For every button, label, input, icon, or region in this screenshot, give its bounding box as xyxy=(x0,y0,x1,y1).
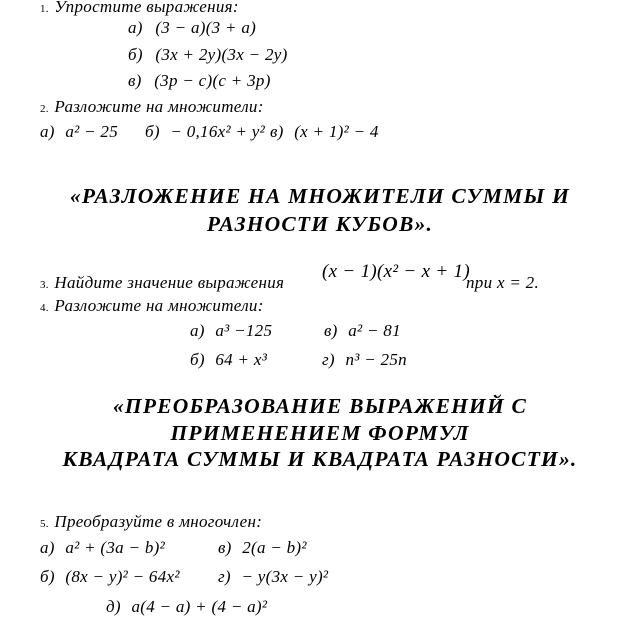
item-label: а) xyxy=(190,321,205,340)
task-number: 3. xyxy=(40,279,49,291)
task-3-expression: (x − 1)(x² − x + 1) xyxy=(322,261,470,282)
item-label: в) xyxy=(128,71,142,90)
section-heading-line-1: «РАЗЛОЖЕНИЕ НА МНОЖИТЕЛИ СУММЫ И xyxy=(69,184,571,208)
task-2-item-b xyxy=(145,122,265,142)
item-label: г) xyxy=(218,567,231,586)
item-label: в) xyxy=(270,122,284,141)
item-label: б) xyxy=(145,122,160,141)
expression: (3x + 2y)(3x − 2y) xyxy=(155,45,288,64)
task-3-condition: при x = 2. xyxy=(466,273,540,292)
task-title: Преобразуйте в многочлен: xyxy=(54,512,263,531)
task-number: 1. xyxy=(40,3,49,15)
expression: (3p − c)(c + 3p) xyxy=(154,71,271,90)
expression: 64 + x³ xyxy=(215,350,268,369)
expression: (3 − a)(3 + a) xyxy=(155,18,257,37)
task-title: Упростите выражения: xyxy=(54,0,239,16)
expression: − 0,16x² + y² xyxy=(170,122,266,141)
expression: a² − 81 xyxy=(348,321,401,340)
section-heading-line-2: ПРИМЕНЕНИЕМ ФОРМУЛ xyxy=(170,421,470,445)
task-number: 5. xyxy=(40,518,49,530)
task-4-item-a xyxy=(190,321,272,341)
expression: a² + (3a − b)² xyxy=(65,538,165,557)
expression: a² − 25 xyxy=(65,122,118,141)
task-4-title xyxy=(40,296,264,316)
expression: a³ −125 xyxy=(215,321,273,340)
item-label: в) xyxy=(324,321,338,340)
task-text: Найдите значение выражения xyxy=(54,273,285,292)
task-5-item-a xyxy=(40,538,165,558)
expression: (8x − y)² − 64x² xyxy=(65,567,180,586)
item-label: г) xyxy=(322,350,335,369)
task-1-item-c xyxy=(128,71,271,91)
section-heading-line-1: «ПРЕОБРАЗОВАНИЕ ВЫРАЖЕНИЙ С xyxy=(112,394,528,418)
task-4-item-d xyxy=(322,350,407,370)
task-5-item-c xyxy=(218,538,307,558)
task-2-item-a xyxy=(40,122,118,142)
expression: − y(3x − y)² xyxy=(241,567,329,586)
item-label: а) xyxy=(40,538,55,557)
task-1-title xyxy=(40,0,239,17)
item-label: б) xyxy=(128,45,143,64)
task-number: 2. xyxy=(40,103,49,115)
task-1-item-b xyxy=(128,45,288,65)
task-4-item-b xyxy=(190,350,267,370)
task-1-item-a xyxy=(128,18,256,38)
task-4-item-c xyxy=(324,321,401,341)
task-3 xyxy=(40,273,284,293)
expression: a(4 − a) + (4 − a)² xyxy=(131,597,268,616)
item-label: б) xyxy=(190,350,205,369)
task-5-item-b xyxy=(40,567,180,587)
item-label: б) xyxy=(40,567,55,586)
item-label: д) xyxy=(106,597,121,616)
task-title: Разложите на множители: xyxy=(54,97,264,116)
task-2-item-c xyxy=(270,122,379,142)
expression: 2(a − b)² xyxy=(242,538,307,557)
expression: (x + 1)² − 4 xyxy=(294,122,379,141)
task-5-item-d xyxy=(218,567,328,587)
task-5-title xyxy=(40,512,262,532)
item-label: а) xyxy=(40,122,55,141)
task-title: Разложите на множители: xyxy=(54,296,264,315)
section-heading-line-2: РАЗНОСТИ КУБОВ». xyxy=(206,212,434,236)
task-2-title xyxy=(40,97,264,117)
task-number: 4. xyxy=(40,302,49,314)
section-heading-line-3: КВАДРАТА СУММЫ И КВАДРАТА РАЗНОСТИ». xyxy=(62,447,578,471)
expression: n³ − 25n xyxy=(345,350,407,369)
item-label: в) xyxy=(218,538,232,557)
item-label: а) xyxy=(128,18,143,37)
task-5-item-e xyxy=(106,597,267,617)
